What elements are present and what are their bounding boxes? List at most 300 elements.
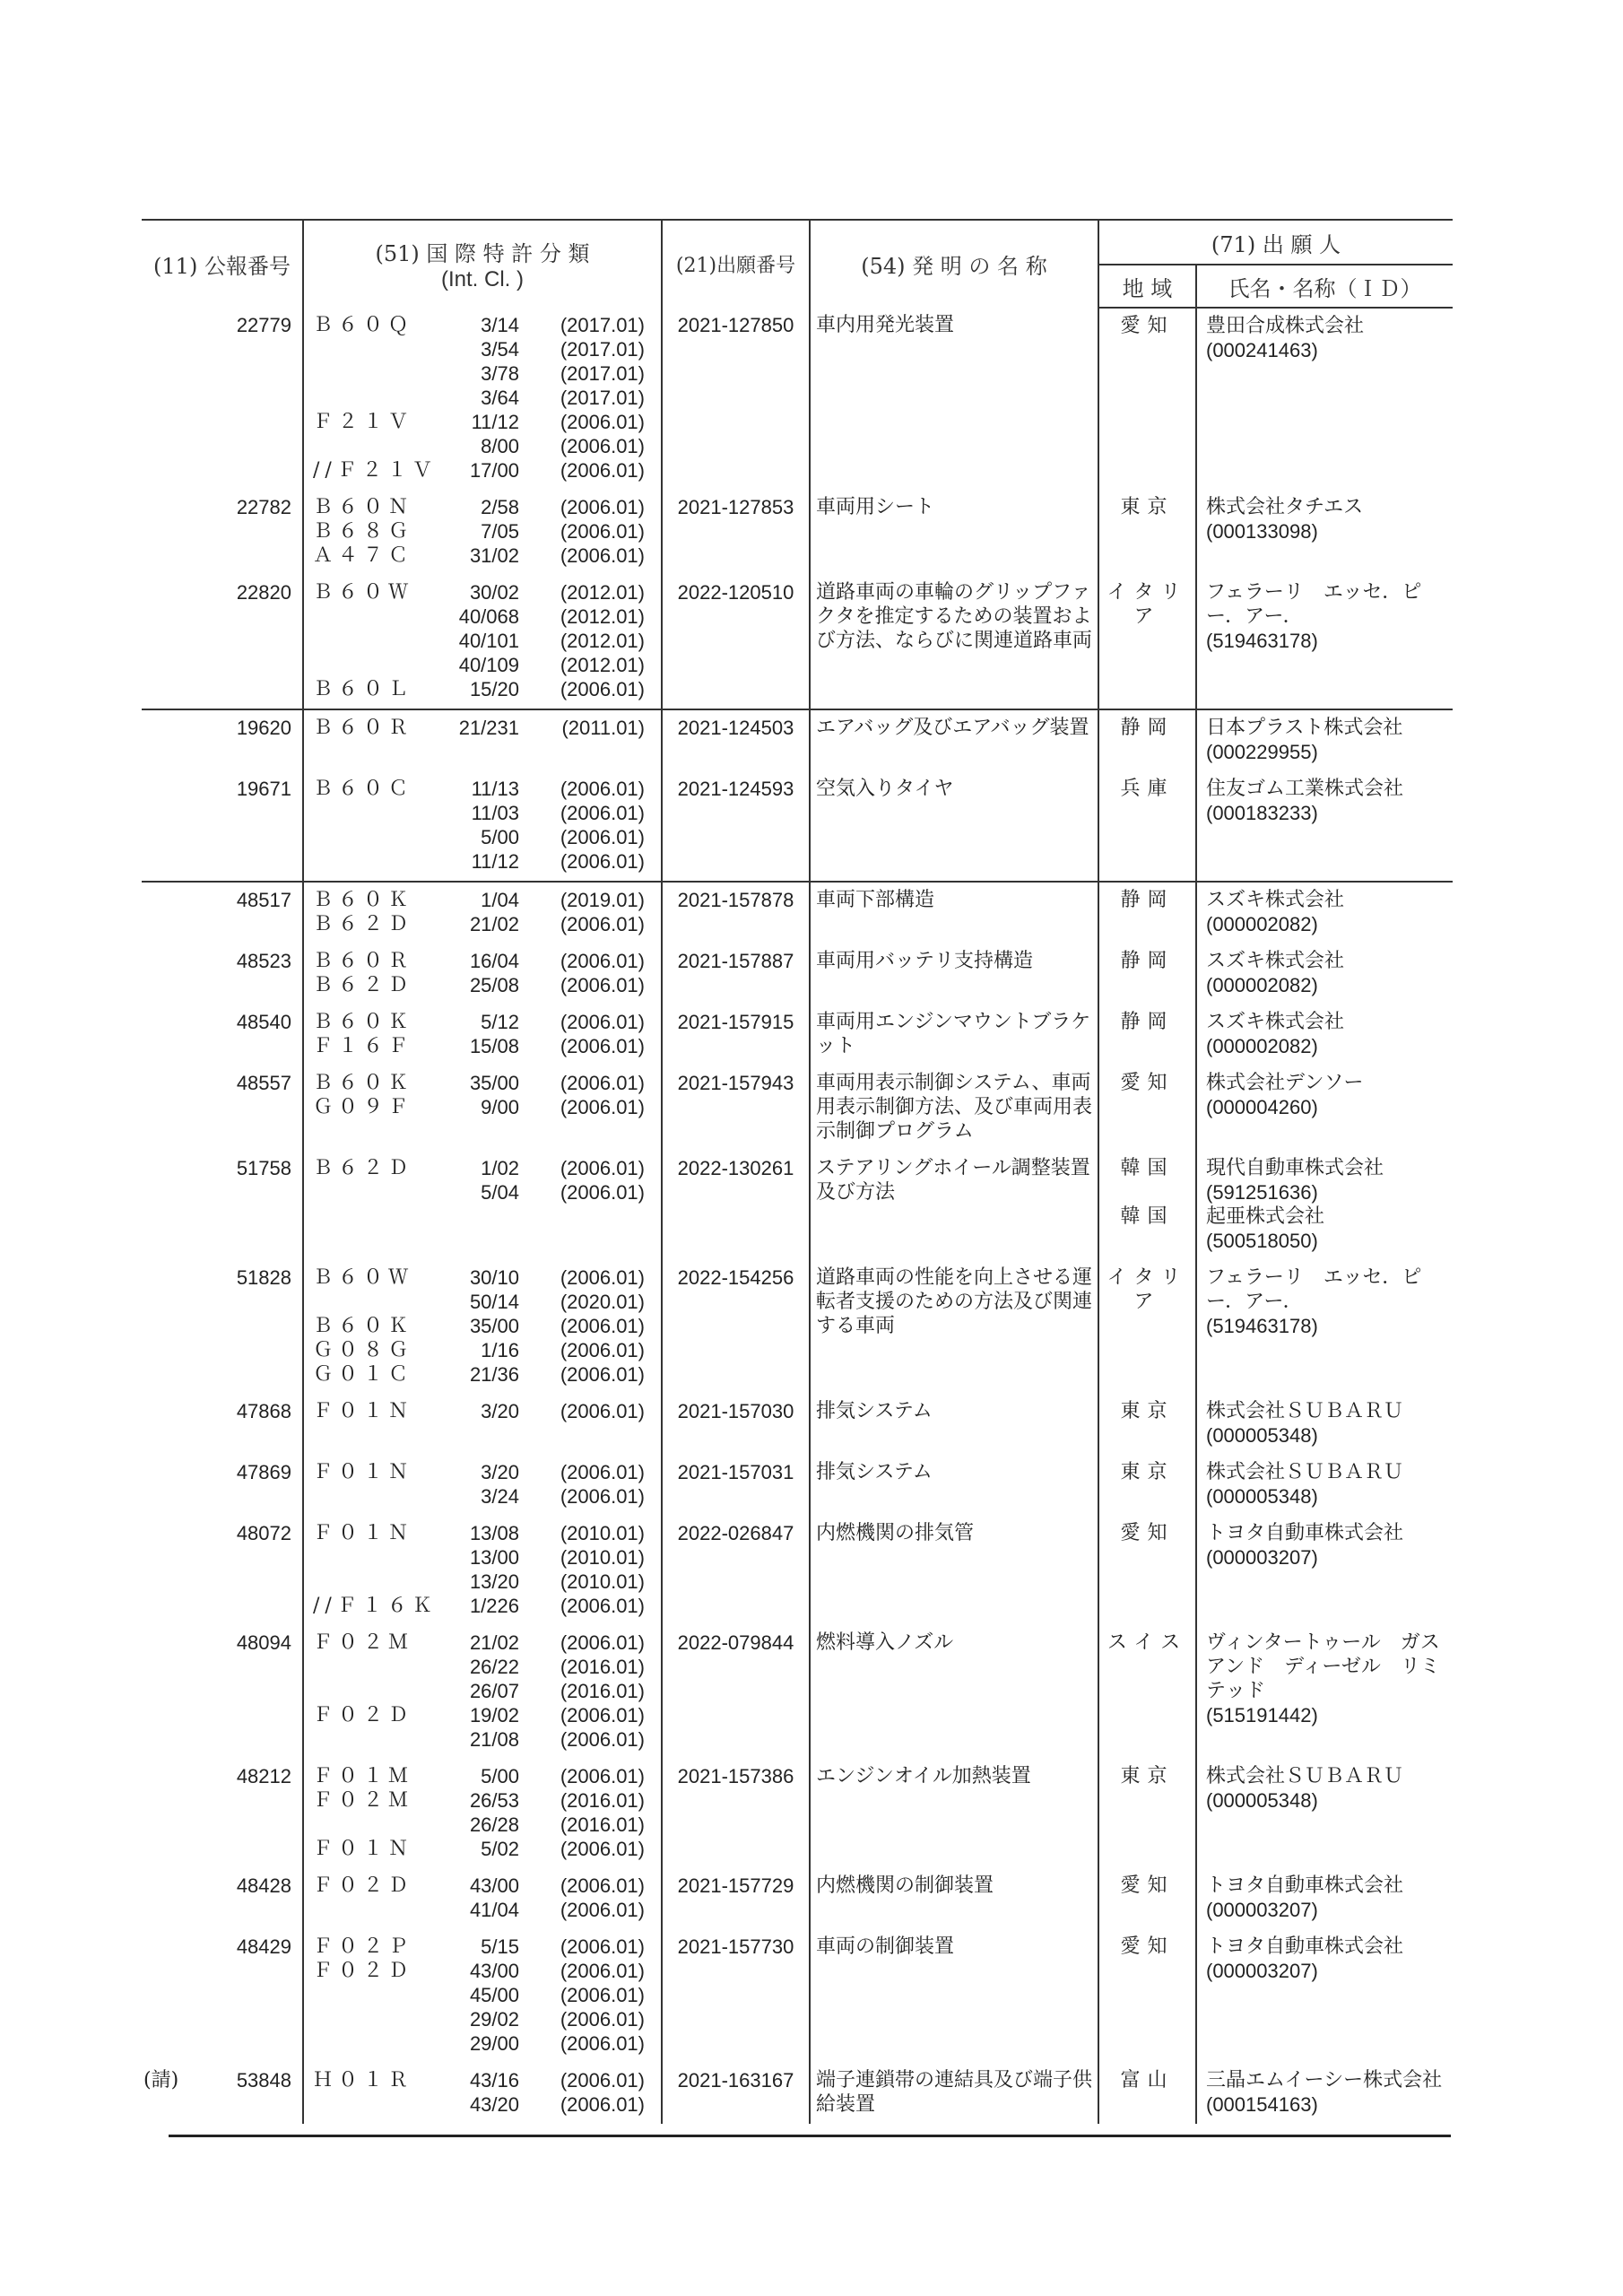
invention-title: 内燃機関の排気管 [810,1516,1098,1625]
invention-title: 車両用バッテリ支持構造 [810,944,1098,1004]
ipc-group: 16/04 [469,950,519,972]
applicant-id: (591251636) [1206,1181,1318,1204]
ipc-entry [304,434,661,458]
invention-title: 排気システム [810,1394,1098,1455]
application-number: 2021-157030 [662,1394,810,1455]
ipc-group: 11/12 [471,850,519,873]
invention-title: 空気入りタイヤ [810,771,1098,882]
applicant-region-cell [1098,944,1196,1004]
applicant-region: 東京 [1120,1400,1175,1422]
ipc-subclass: Ｆ０１Ｎ [313,1838,414,1860]
header-ipc-sub: (Int. Cl. ) [440,267,524,291]
ipc-subclass: Ｇ０１Ｃ [313,1363,414,1386]
applicant-name: トヨタ自動車株式会社 [1206,1935,1404,1958]
ipc-subclass: //Ｆ２１Ｖ [313,459,438,482]
applicant [1206,777,1453,825]
ipc-version: (2006.01) [560,1704,645,1726]
applicant-name-cell [1196,771,1453,882]
ipc-subclass: Ｂ６２Ｄ [313,974,414,996]
publication-number-cell [142,1625,303,1759]
table-row [142,490,1453,575]
ipc-version: (2006.01) [560,1960,645,1982]
table-row [142,1759,1453,1868]
applicant-name-cell [1196,944,1453,1004]
ipc-entry [304,495,661,519]
ipc-subclass [304,825,447,849]
applicant-region: イタリア [1107,1266,1188,1313]
invention-title: エンジンオイル加熱装置 [810,1759,1098,1868]
applicant [1206,1935,1453,1983]
ipc-subclass: Ｆ１６Ｆ [313,1035,414,1057]
applicant [1206,1265,1453,1338]
ipc-subclass [304,1727,447,1752]
ipc-version: (2006.01) [560,1011,645,1033]
ipc-version: (2017.01) [560,387,645,409]
application-number: 2021-157943 [662,1065,810,1151]
applicant-id: (000002082) [1206,1035,1318,1057]
ipc-version: (2006.01) [560,1339,645,1361]
ipc-subclass [304,1545,447,1570]
ipc-subclass: Ｂ６２Ｄ [313,1157,414,1179]
ipc-version: (2017.01) [560,362,645,385]
ipc-entry [304,1764,661,1788]
applicant-name-cell [1196,1394,1453,1455]
applicant [1206,1156,1453,1205]
application-number: 2021-157730 [662,1929,810,2063]
ipc-version: (2011.01) [561,717,645,739]
application-number: 2022-120510 [662,575,810,709]
ipc-version: (2006.01) [560,1181,645,1204]
publication-number-cell [142,1394,303,1455]
ipc-subclass [304,1484,447,1509]
ipc-group: 43/16 [469,2069,519,2092]
applicant-region: 東京 [1120,496,1175,518]
applicant-name: 株式会社ＳＵＢＡＲＵ [1206,1765,1404,1787]
table-row [142,2063,1453,2124]
ipc-group: 3/54 [481,338,519,361]
ipc-entry [304,604,661,629]
ipc-entry [304,825,661,849]
applicant-name-cell [1196,490,1453,575]
applicant-name-cell [1196,1065,1453,1151]
ipc-version: (2012.01) [560,605,645,628]
ipc-version: (2006.01) [560,1363,645,1386]
ipc-entry [304,1484,661,1509]
ipc-cell [303,490,662,575]
ipc-version: (2006.01) [560,1984,645,2006]
ipc-subclass [304,849,447,874]
publication-number-cell [142,1151,303,1260]
table-row [142,1151,1453,1260]
ipc-version: (2020.01) [560,1291,645,1313]
applicant-region-cell [1098,709,1196,771]
ipc-cell [303,1868,662,1929]
applicant-region: 愛知 [1120,1935,1175,1958]
applicant-region: 韓国 [1120,1157,1175,1179]
applicant-name-cell [1196,1151,1453,1260]
ipc-version: (2006.01) [560,520,645,543]
ipc-group: 3/20 [481,1400,519,1422]
ipc-subclass [304,1679,447,1703]
ipc-entry [304,361,661,386]
ipc-group: 15/20 [469,678,519,700]
ipc-group: 5/02 [481,1838,519,1860]
ipc-version: (2006.01) [560,2032,645,2055]
ipc-subclass [304,1570,447,1594]
ipc-group: 13/00 [469,1546,519,1569]
applicant-name: 株式会社ＳＵＢＡＲＵ [1206,1461,1404,1483]
ipc-group: 26/07 [469,1680,519,1702]
applicant-region: 静岡 [1120,717,1175,739]
applicant-name: トヨタ自動車株式会社 [1206,1522,1404,1544]
applicant-id: (519463178) [1206,630,1318,652]
ipc-entry [304,2031,661,2056]
application-number: 2021-127853 [662,490,810,575]
ipc-entry [304,677,661,701]
ipc-cell [303,1260,662,1394]
ipc-entry [304,1034,661,1058]
publication-number-cell [142,1868,303,1929]
ipc-subclass: Ｆ０１Ｎ [313,1461,414,1483]
applicant-region-cell [1098,1260,1196,1394]
header-application-number: (21)出願番号 [662,220,810,308]
ipc-entry [304,1460,661,1484]
publication-number: 51758 [236,1157,291,1179]
ipc-entry [304,1095,661,1119]
applicant-name-cell [1196,1516,1453,1625]
table-row [142,709,1453,771]
ipc-group: 11/12 [471,411,519,433]
ipc-subclass [304,1180,447,1205]
applicant-region-cell [1098,2063,1196,2124]
applicant-region: 愛知 [1120,1522,1175,1544]
ipc-entry [304,386,661,410]
applicant-id: (000004260) [1206,1096,1318,1118]
applicant-name-cell [1196,575,1453,709]
ipc-version: (2006.01) [560,1461,645,1483]
ipc-entry [304,973,661,997]
ipc-subclass [304,386,447,410]
ipc-version: (2006.01) [560,1035,645,1057]
publication-number: 47868 [236,1400,291,1422]
table-row [142,1625,1453,1759]
applicant [1206,1874,1453,1922]
ipc-entry [304,2092,661,2117]
ipc-version: (2006.01) [560,826,645,848]
publication-number: 48429 [236,1935,291,1958]
ipc-subclass: Ｆ０２Ｄ [313,1960,414,1982]
applicant-name: 三晶エムイーシー株式会社 [1206,2069,1443,2092]
ipc-entry [304,1156,661,1180]
ipc-subclass: Ｂ６０Ｗ [313,1266,414,1289]
applicant-name: 豊田合成株式会社 [1206,315,1365,337]
ipc-subclass [304,434,447,458]
ipc-group: 26/53 [469,1789,519,1812]
applicant-name: 株式会社タチエス [1206,496,1364,518]
ipc-subclass [304,361,447,386]
applicant-region-cell [1098,1394,1196,1455]
publication-number: 22782 [236,496,291,518]
applicant-id: (000005348) [1206,1485,1318,1508]
bottom-rule [169,2135,1451,2137]
ipc-subclass: Ｂ６０Ｋ [313,889,414,911]
ipc-cell [303,1929,662,2063]
invention-title: ステアリングホイール調整装置及び方法 [810,1151,1098,1260]
ipc-group: 35/00 [469,1315,519,1337]
ipc-entry [304,337,661,361]
ipc-version: (2006.01) [560,950,645,972]
ipc-subclass [304,337,447,361]
applicant-name-cell [1196,882,1453,944]
ipc-group: 7/05 [481,520,519,543]
table-row [142,1455,1453,1516]
applicant-id: (000133098) [1206,520,1318,543]
ipc-group: 3/20 [481,1461,519,1483]
ipc-version: (2006.01) [560,496,645,518]
invention-title: エアバッグ及びエアバッグ装置 [810,709,1098,771]
publication-number: 22820 [236,581,291,604]
ipc-version: (2012.01) [560,581,645,604]
ipc-entry [304,1265,661,1290]
invention-title: 内燃機関の制御装置 [810,1868,1098,1929]
publication-number: 19620 [236,717,291,739]
ipc-entry [304,1594,661,1618]
publication-number: 48072 [236,1522,291,1544]
ipc-entry [304,849,661,874]
ipc-subclass: Ｆ０１Ｎ [313,1522,414,1544]
ipc-subclass: Ｆ０２Ｍ [313,1789,414,1812]
header-name-id: 氏名・名称（ＩＤ） [1196,265,1453,308]
applicant-region-cell [1098,1625,1196,1759]
ipc-entry [304,1338,661,1362]
ipc-group: 41/04 [469,1899,519,1921]
ipc-group: 31/02 [469,544,519,567]
ipc-group: 13/08 [469,1522,519,1544]
ipc-subclass: Ｂ６８Ｇ [313,520,414,543]
invention-title: 車両用シート [810,490,1098,575]
ipc-group: 26/22 [469,1656,519,1678]
publication-number: 48523 [236,950,291,972]
ipc-cell [303,771,662,882]
ipc-subclass: Ｂ６０Ｑ [313,314,414,336]
request-mark: (請) [143,2069,179,2092]
invention-title: 車両用エンジンマウントブラケット [810,1004,1098,1065]
applicant-region: スイス [1107,1631,1188,1654]
header-region: 地 域 [1098,265,1196,308]
table-row [142,882,1453,944]
ipc-version: (2010.01) [560,1570,645,1593]
ipc-group: 25/08 [469,974,519,996]
application-number: 2022-154256 [662,1260,810,1394]
ipc-entry [304,1655,661,1679]
applicant-region: 静岡 [1120,889,1175,911]
ipc-version: (2006.01) [560,2069,645,2092]
publication-number: 48428 [236,1874,291,1897]
ipc-entry [304,653,661,677]
ipc-group: 21/08 [469,1728,519,1751]
applicant [1206,314,1453,362]
ipc-version: (2012.01) [560,630,645,652]
ipc-version: (2010.01) [560,1546,645,1569]
patent-table [142,219,1460,2124]
ipc-cell [303,308,662,490]
publication-number: 48517 [236,889,291,911]
ipc-group: 43/00 [469,1960,519,1982]
ipc-subclass: Ｂ６０Ｗ [313,581,414,604]
ipc-subclass: Ｆ０２Ｍ [313,1631,414,1654]
ipc-version: (2016.01) [560,1789,645,1812]
ipc-group: 43/00 [469,1874,519,1897]
applicant-name-cell [1196,1929,1453,2063]
invention-title: 排気システム [810,1455,1098,1516]
ipc-subclass [304,1290,447,1314]
invention-title: 道路車両の性能を向上させる運転者支援のための方法及び関連する車両 [810,1260,1098,1394]
ipc-cell [303,1394,662,1455]
ipc-subclass: Ａ４７Ｃ [313,544,414,567]
ipc-version: (2006.01) [560,1899,645,1921]
applicant-id: (000005348) [1206,1424,1318,1447]
ipc-subclass [304,604,447,629]
application-number: 2021-157386 [662,1759,810,1868]
applicant-region: 東京 [1120,1461,1175,1483]
ipc-subclass [304,629,447,653]
ipc-version: (2006.01) [560,778,645,800]
ipc-group: 30/10 [469,1266,519,1289]
ipc-cell [303,1065,662,1151]
invention-title: 車両下部構造 [810,882,1098,944]
applicant-name-cell [1196,1004,1453,1065]
ipc-entry [304,458,661,483]
applicant-region-cell [1098,1065,1196,1151]
publication-number-cell [142,1759,303,1868]
ipc-entry [304,777,661,801]
publication-number-cell [142,1065,303,1151]
application-number: 2021-157031 [662,1455,810,1516]
ipc-cell [303,1625,662,1759]
ipc-entry [304,1727,661,1752]
ipc-group: 1/226 [469,1595,519,1617]
applicant-region-cell [1098,1929,1196,2063]
applicant [1206,495,1453,544]
ipc-group: 3/64 [481,387,519,409]
ipc-subclass: Ｂ６０Ｃ [313,778,414,800]
table-row [142,308,1453,490]
application-number: 2022-079844 [662,1625,810,1759]
ipc-version: (2006.01) [560,411,645,433]
applicant-name-cell [1196,709,1453,771]
applicant-id: (000002082) [1206,913,1318,935]
ipc-group: 2/58 [481,496,519,518]
publication-number-cell [142,2063,303,2124]
ipc-subclass: Ｂ６０Ｋ [313,1315,414,1337]
applicant [1206,1460,1453,1509]
applicant-name-cell [1196,2063,1453,2124]
publication-number-cell [142,308,303,490]
header-applicant: (71) 出 願 人 [1098,220,1453,265]
applicant [1206,716,1453,764]
table-row [142,1516,1453,1625]
ipc-version: (2006.01) [560,974,645,996]
ipc-entry [304,1180,661,1205]
ipc-version: (2006.01) [560,1400,645,1422]
applicant [1206,1205,1453,1253]
applicant-region-cell [1098,771,1196,882]
applicant-name: 住友ゴム工業株式会社 [1206,778,1404,800]
ipc-version: (2019.01) [560,889,645,911]
invention-title: 端子連鎖帯の連結具及び端子供給装置 [810,2063,1098,2124]
applicant-name: フェラーリ エッセ．ピー．アー． [1206,1266,1422,1313]
applicant-id: (515191442) [1206,1704,1318,1726]
publication-number-cell [142,575,303,709]
applicant-id: (000229955) [1206,741,1318,763]
table-row [142,1004,1453,1065]
ipc-cell [303,709,662,771]
header-invention-title: (54) 発 明 の 名 称 [810,220,1098,308]
applicant [1206,1764,1453,1813]
invention-title: 燃料導入ノズル [810,1625,1098,1759]
ipc-entry [304,801,661,825]
ipc-cell [303,1455,662,1516]
ipc-cell [303,944,662,1004]
ipc-group: 11/03 [471,802,519,824]
applicant-name: 現代自動車株式会社 [1206,1157,1384,1179]
table-row [142,1260,1453,1394]
ipc-group: 5/04 [481,1181,519,1204]
applicant-name: 起亜株式会社 [1206,1205,1325,1228]
application-number: 2021-157887 [662,944,810,1004]
applicant-region: 愛知 [1120,315,1175,337]
table-row [142,1394,1453,1455]
ipc-subclass [304,2031,447,2056]
ipc-group: 3/24 [481,1485,519,1508]
ipc-subclass: Ｆ０２Ｄ [313,1704,414,1726]
applicant-region-cell [1098,490,1196,575]
applicant-name-cell [1196,308,1453,490]
ipc-subclass: Ｆ０２Ｐ [313,1935,414,1958]
ipc-entry [304,2068,661,2092]
application-number: 2022-130261 [662,1151,810,1260]
applicant-id: (000241463) [1206,339,1318,361]
applicant-region: 静岡 [1120,950,1175,972]
applicant-name-cell [1196,1625,1460,1759]
applicant [1206,1071,1453,1119]
ipc-subclass [304,801,447,825]
table-row [142,1868,1453,1929]
table-row [142,575,1453,709]
ipc-entry [304,1545,661,1570]
ipc-entry [304,629,661,653]
ipc-group: 35/00 [469,1072,519,1094]
applicant [1206,888,1453,936]
publication-number-cell [142,771,303,882]
publication-number-cell [142,490,303,575]
applicant-name-cell [1196,1455,1453,1516]
ipc-group: 40/101 [458,630,519,652]
ipc-entry [304,949,661,973]
ipc-entry [304,888,661,912]
ipc-version: (2006.01) [560,1157,645,1179]
applicant-name: 株式会社ＳＵＢＡＲＵ [1206,1400,1404,1422]
ipc-group: 21/36 [469,1363,519,1386]
ipc-subclass: Ｆ２１Ｖ [313,411,414,433]
ipc-subclass [304,2092,447,2117]
ipc-version: (2006.01) [560,1935,645,1958]
publication-number-cell [142,944,303,1004]
publication-number: 48212 [236,1765,291,1787]
ipc-cell [303,1759,662,1868]
ipc-version: (2006.01) [560,2093,645,2116]
ipc-group: 29/02 [469,2008,519,2031]
